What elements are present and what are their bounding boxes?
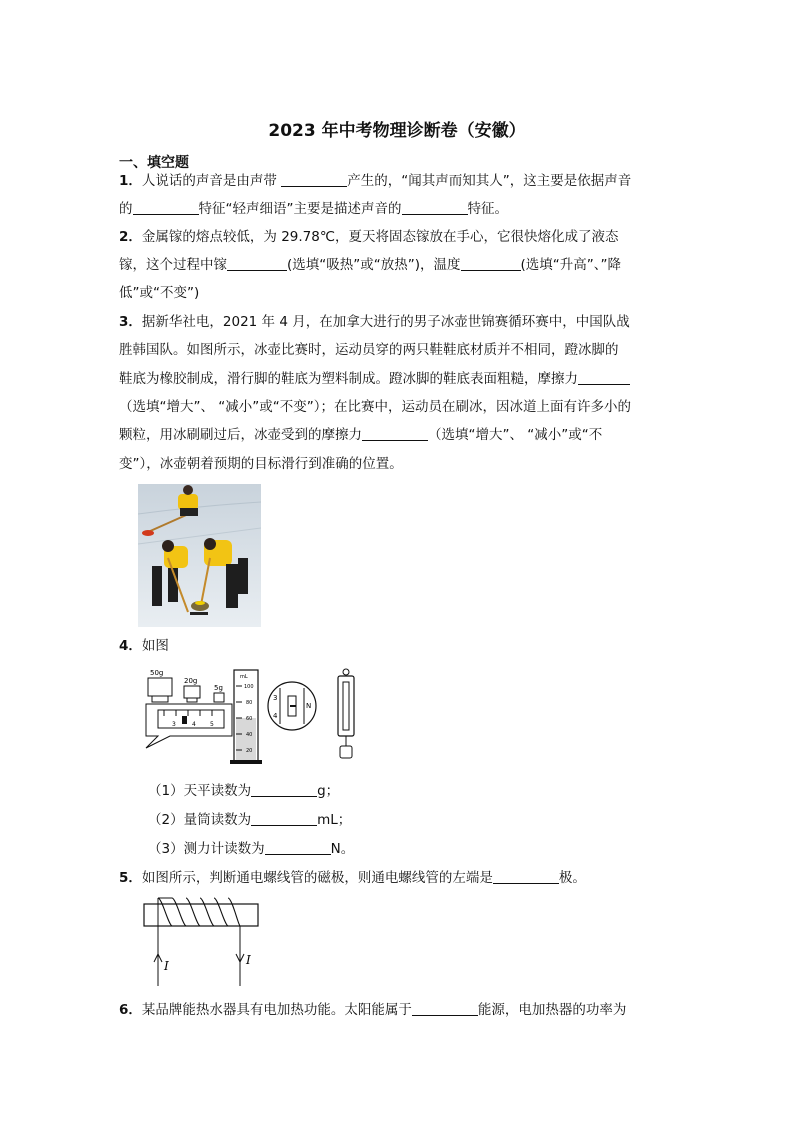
q1-blank-2[interactable] bbox=[133, 200, 199, 215]
q1-blank-3[interactable] bbox=[402, 200, 468, 215]
dial-4: 4 bbox=[273, 712, 278, 720]
q3-text-f: （选填“增大”、 “减小”或“不 bbox=[428, 427, 603, 443]
section-heading: 一、填空题 bbox=[119, 155, 189, 171]
q4-sub-3-unit: N。 bbox=[330, 841, 355, 857]
q6-number: 6． bbox=[119, 1002, 142, 1018]
q2-blank-1[interactable] bbox=[227, 256, 287, 271]
cyl-80: 80 bbox=[246, 700, 253, 706]
q1-text-b: 产生的，“闻其声而知其人”，这主要是依据声音 bbox=[347, 173, 632, 189]
q5-blank[interactable] bbox=[493, 869, 559, 884]
q4-sub-2-unit: mL； bbox=[317, 812, 352, 828]
q5-number: 5． bbox=[119, 870, 142, 886]
q4-sub-3 bbox=[148, 840, 354, 858]
q3-line-4 bbox=[119, 398, 631, 416]
q5-text-b: 极。 bbox=[558, 870, 586, 886]
q2-text-e: 低”或“不变”) bbox=[119, 285, 200, 301]
q1-number: 1． bbox=[119, 173, 142, 189]
q2-text-a: 金属镓的熔点较低，为 29.78℃，夏天将固态镓放在手心，它很快熔化成了液态 bbox=[141, 229, 619, 245]
q2-blank-2[interactable] bbox=[461, 256, 521, 271]
q3-line-6 bbox=[119, 455, 403, 473]
cyl-60: 60 bbox=[246, 716, 253, 722]
scale-5: 5 bbox=[210, 721, 214, 728]
solenoid-figure bbox=[140, 896, 265, 988]
weight-5g-label: 5g bbox=[214, 684, 223, 692]
q2-text-b: 镓，这个过程中镓 bbox=[119, 257, 227, 273]
q3-line-5 bbox=[119, 426, 602, 444]
q6-text-b: 能源，电加热器的功率为 bbox=[477, 1002, 627, 1018]
weight-20g-label: 20g bbox=[184, 677, 198, 685]
q2-line-3 bbox=[119, 284, 199, 302]
q1-text-c: 的 bbox=[119, 201, 133, 217]
q4-sub-1 bbox=[148, 782, 339, 800]
dial-3: 3 bbox=[273, 694, 278, 702]
q5-text-a: 如图所示，判断通电螺线管的磁极，则通电螺线管的左端是 bbox=[141, 870, 493, 886]
q2-number: 2． bbox=[119, 229, 142, 245]
q4-blank-3[interactable] bbox=[265, 840, 331, 855]
cyl-ml: mL bbox=[240, 674, 248, 680]
page-title: 2023 年中考物理诊断卷（安徽） bbox=[268, 121, 526, 141]
q4-sub-2-text: （2）量筒读数为 bbox=[148, 812, 252, 828]
q4-sub-1-text: （1）天平读数为 bbox=[148, 783, 252, 799]
scale-4: 4 bbox=[192, 721, 196, 728]
q5-line bbox=[119, 869, 586, 887]
q3-text-d: （选填“增大”、 “减小”或“不变”）；在比赛中，运动员在刷冰，因冰道上面有许多小的 bbox=[119, 399, 632, 415]
current-label-left: I bbox=[164, 959, 169, 973]
q6-text-a: 某品牌能热水器具有电加热功能。太阳能属于 bbox=[141, 1002, 412, 1018]
q4-figure bbox=[140, 666, 360, 766]
current-label-right: I bbox=[246, 953, 251, 967]
q2-text-d: (选填“升高”、”降 bbox=[520, 257, 622, 273]
q1-line-1 bbox=[119, 172, 631, 190]
q4-sub-1-unit: g； bbox=[317, 783, 340, 799]
dial-N: N bbox=[306, 702, 312, 710]
q4-blank-2[interactable] bbox=[251, 811, 317, 826]
curling-photo bbox=[138, 484, 261, 627]
q4-blank-1[interactable] bbox=[251, 782, 317, 797]
q4-sub-2 bbox=[148, 811, 351, 829]
q4-text: 如图 bbox=[141, 638, 169, 654]
q2-line-1 bbox=[119, 228, 619, 246]
q1-text-d: 特征“轻声细语”主要是描述声音的 bbox=[198, 201, 402, 217]
scale-3: 3 bbox=[172, 721, 176, 728]
q2-text-c: (选填“吸热”或“放热”)，温度 bbox=[287, 257, 461, 273]
q3-line-1 bbox=[119, 313, 630, 331]
q3-line-3 bbox=[119, 370, 630, 388]
q6-line bbox=[119, 1001, 626, 1019]
q1-text-e: 特征。 bbox=[467, 201, 508, 217]
q4-line bbox=[119, 637, 169, 655]
q3-text-g: 变”），冰壶朝着预期的目标滑行到准确的位置。 bbox=[119, 456, 403, 472]
q3-text-b: 胜韩国队。如图所示，冰壶比赛时，运动员穿的两只鞋鞋底材质并不相同，蹬冰脚的 bbox=[119, 342, 619, 358]
q3-text-e: 颗粒，用冰刷刷过后，冰壶受到的摩擦力 bbox=[119, 427, 362, 443]
weight-50g-label: 50g bbox=[150, 669, 164, 677]
cyl-40: 40 bbox=[246, 732, 253, 738]
q3-text-a: 据新华社电，2021 年 4 月，在加拿大进行的男子冰壶世锦赛循环赛中，中国队战 bbox=[141, 314, 630, 330]
q3-line-2 bbox=[119, 341, 619, 359]
cyl-100: 100 bbox=[244, 684, 254, 690]
cyl-20: 20 bbox=[246, 748, 253, 754]
q3-text-c: 鞋底为橡胶制成，滑行脚的鞋底为塑料制成。蹬冰脚的鞋底表面粗糙，摩擦力 bbox=[119, 371, 578, 387]
q3-blank-2[interactable] bbox=[362, 426, 428, 441]
q4-number: 4． bbox=[119, 638, 142, 654]
q3-number: 3． bbox=[119, 314, 142, 330]
q1-line-2 bbox=[119, 200, 508, 218]
q1-text-a: 人说话的声音是由声带 bbox=[141, 173, 282, 189]
q6-blank[interactable] bbox=[412, 1001, 478, 1016]
q4-sub-3-text: （3）测力计读数为 bbox=[148, 841, 265, 857]
q1-blank-1[interactable] bbox=[281, 172, 347, 187]
q3-blank-1[interactable] bbox=[578, 370, 630, 385]
q2-line-2 bbox=[119, 256, 621, 274]
